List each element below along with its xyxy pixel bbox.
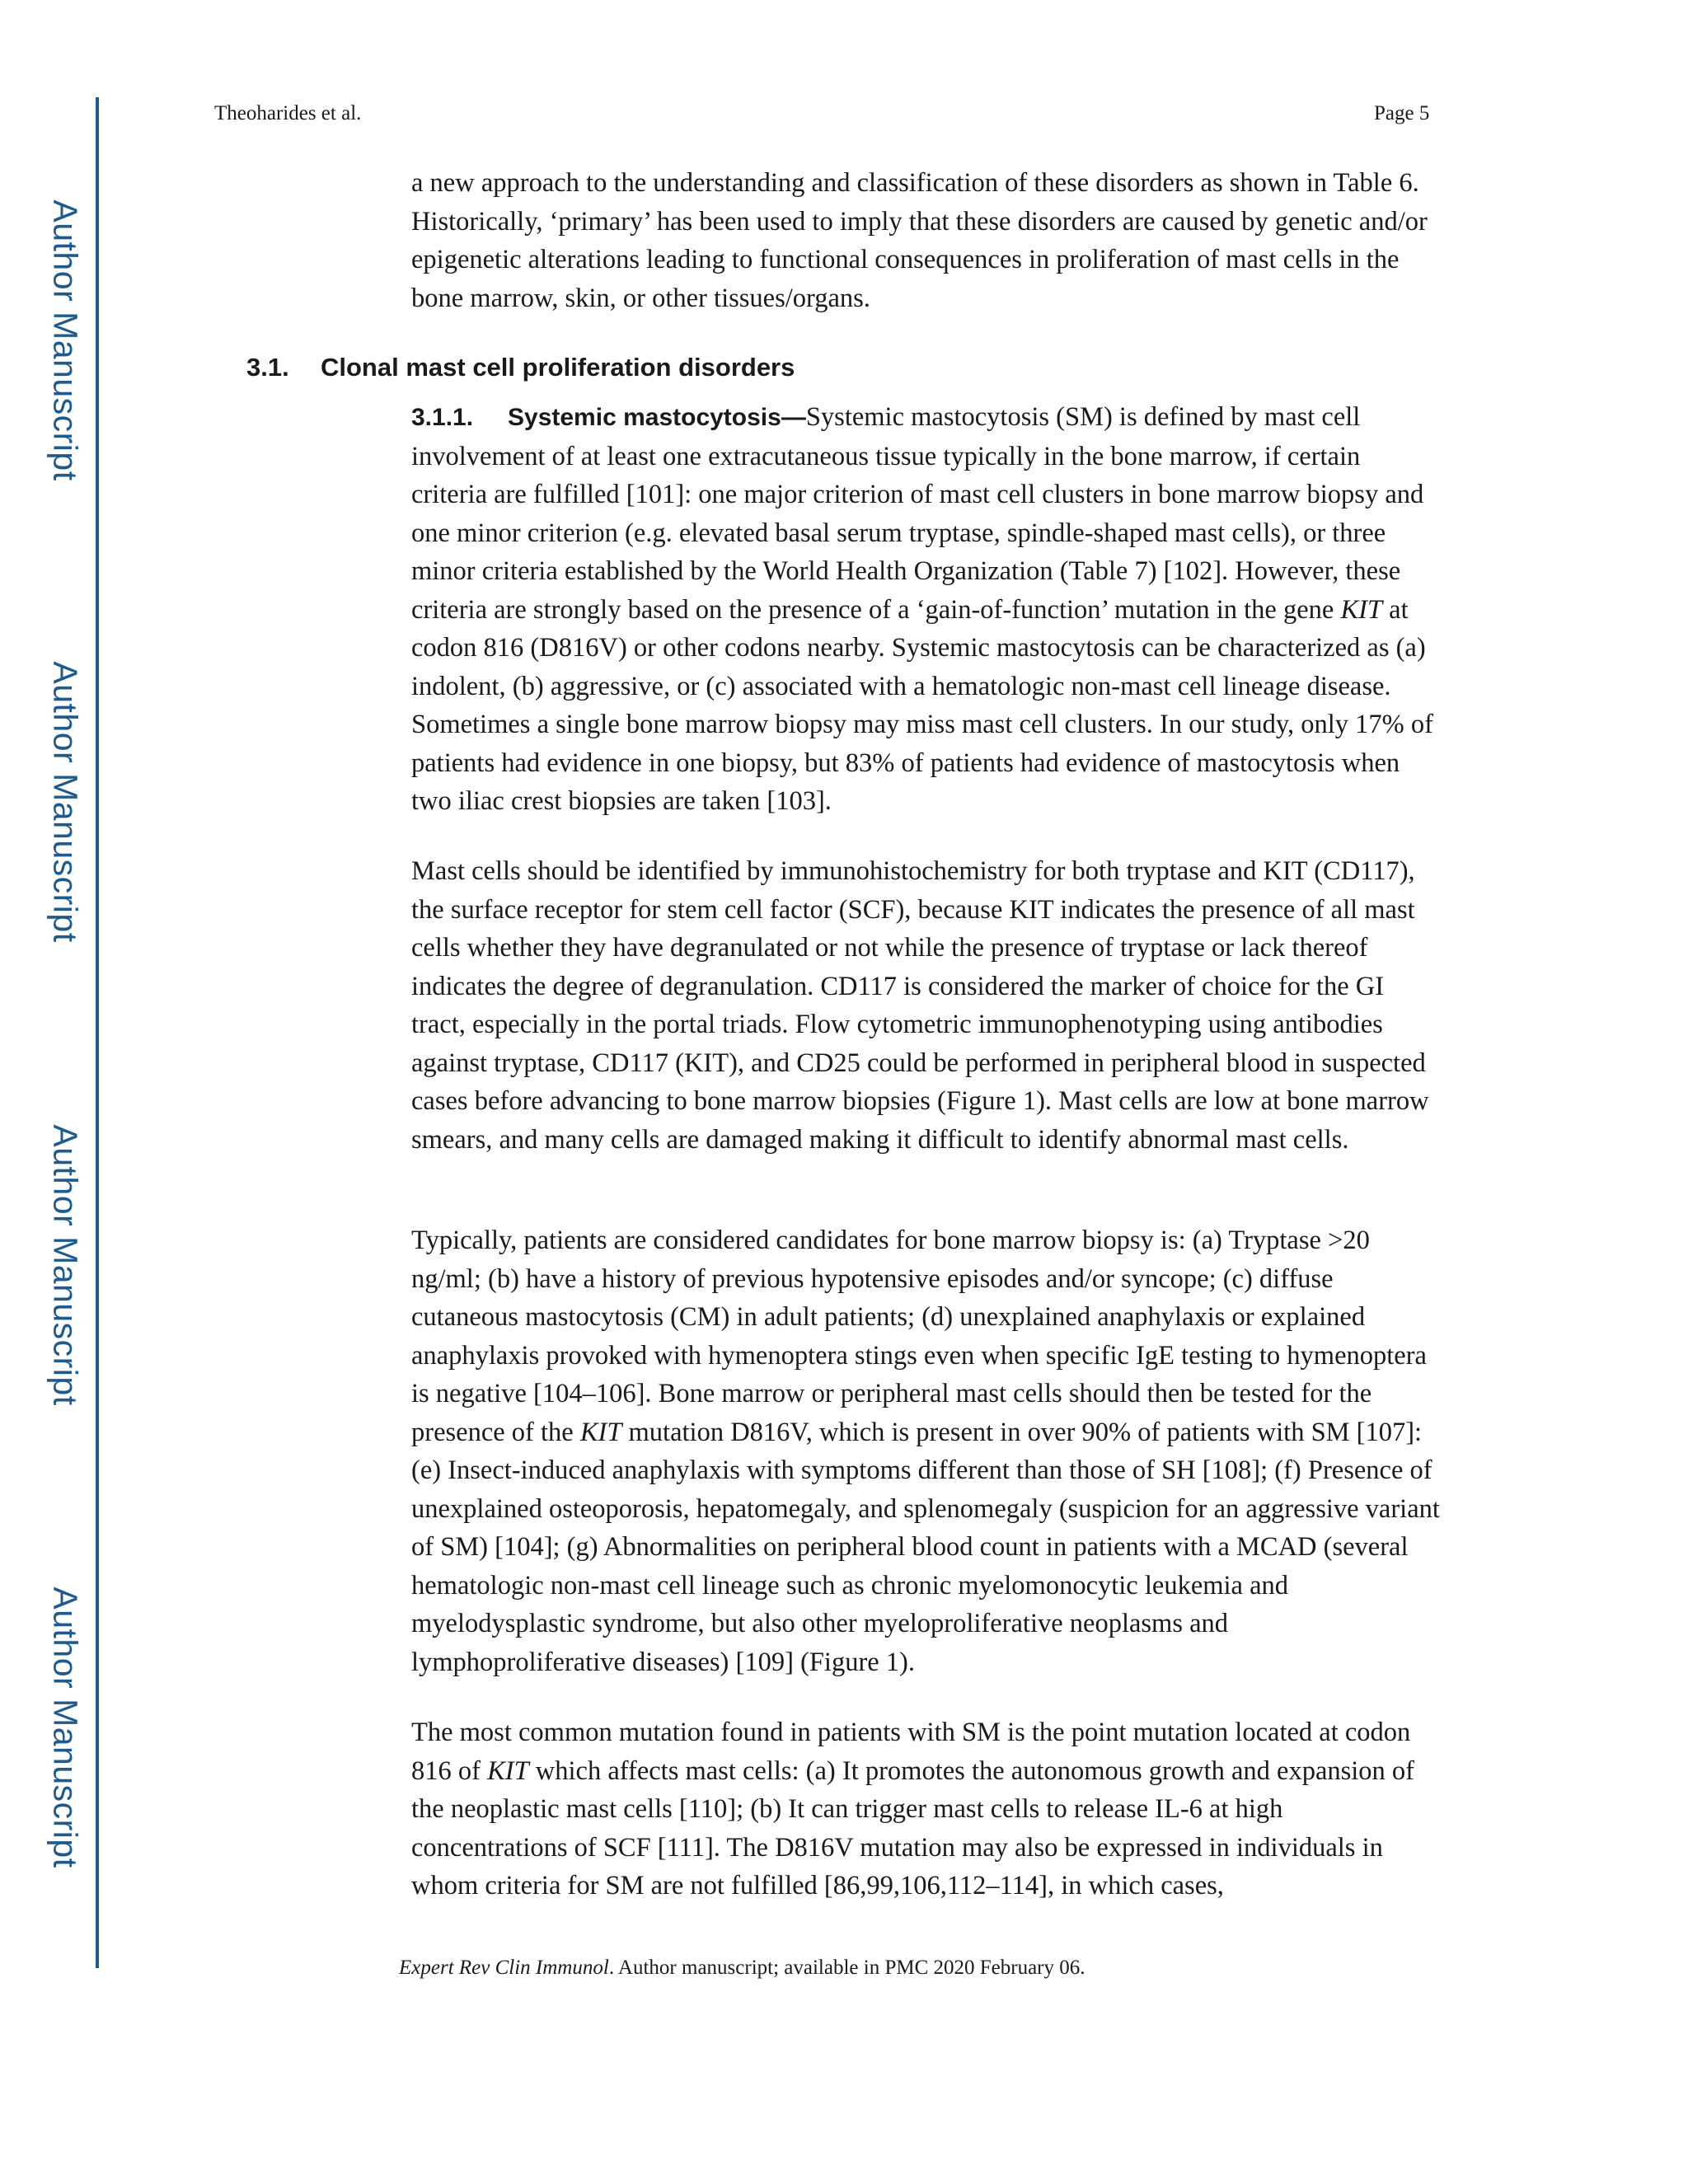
paragraph-identification: Mast cells should be identified by immunohistochemistry for both tryptase and KIT (CD117), the surface receptor for stem cell factor (SCF), because KIT indicates the presence of all mast cells whether they have degranulated or not while the presence of tryptase or lack thereof indicates the degree of degranulation. CD117 is considered the marker of choice for the GI tract, especially in the portal triads. Flow cytometric immunophenotyping using antibodies against tryptase, CD117 (KIT), and CD25 could be performed in peripheral blood in suspected cases before advancing to bone marrow biopsies (Figure 1). Mast cells are low at bone marrow smears, and many cells are damaged making it difficult to identify abnormal mast cells. (411, 856, 1429, 1155)
sidebar-rule (96, 97, 99, 1968)
gene-name: KIT (1340, 594, 1383, 625)
subsection-heading: 3.1.1. Systemic mastocytosis— (411, 404, 806, 431)
gene-name: KIT (487, 1755, 529, 1786)
running-head-authors: Theoharides et al. (214, 102, 362, 124)
section-heading: 3.1. Clonal mast cell proliferation disorders (246, 353, 795, 382)
footer-citation: Expert Rev Clin Immunol. Author manuscript; available in PMC 2020 February 06. (399, 1957, 1085, 1979)
paragraph-biopsy-candidates: Typically, patients are considered candidates for bone marrow biopsy is: (a) Tryptase >20 ng/ml; (b) have a history of previous hypotensive episodes and/or syncope; (c) diffuse cutaneous mastocytosis (CM) in adult patients; (d) unexplained anaphylaxis or explained anaphylaxis provoked with hymenoptera stings even when specific IgE testing to hymenoptera is negative [104–106]. Bone marrow or peripheral mast cells should then be tested for the presence of the KIT mutation D816V, which is present in over 90% of patients with SM [107]: (e) Insect-induced anaphylaxis with symptoms different than those of SH [108]; (f) Presence of unexplained osteoporosis, hepatomegaly, and splenomegaly (suspicion for an aggressive variant of SM) [104]; (g) Abnormalities on peripheral blood count in patients with a MCAD (several hematologic non-mast cell lineage such as chronic myelomonocytic leukemia and myelodysplastic syndrome, but also other myeloproliferative neoplasms and lymphoproliferative diseases) [109] (Figure 1). (411, 1226, 1440, 1677)
paragraph-d816v-mutation: The most common mutation found in patients with SM is the point mutation located at codon 816 of KIT which affects mast cells: (a) It promotes the autonomous growth and expansion of the neoplastic mast cells [110]; (b) It can trigger mast cells to release IL-6 at high concentrations of SCF [111]. The D816V mutation may also be expressed in individuals in whom criteria for SM are not fulfilled [86,99,106,112–114], in which cases, (411, 1718, 1414, 1900)
paragraph-systemic-mastocytosis: 3.1.1. Systemic mastocytosis—Systemic mastocytosis (SM) is defined by mast cell involvement of at least one extracutaneous tissue typically in the bone marrow, if certain criteria are fulfilled [101]: one major criterion of mast cell clusters in bone marrow biopsy and one minor criterion (e.g. elevated basal serum tryptase, spindle-shaped mast cells), or three minor criteria established by the World Health Organization (Table 7) [102]. However, these criteria are strongly based on the presence of a ‘gain-of-function’ mutation in the gene KIT at codon 816 (D816V) or other codons nearby. Systemic mastocytosis can be characterized as (a) indolent, (b) aggressive, or (c) associated with a hematologic non-mast cell lineage disease. Sometimes a single bone marrow biopsy may miss mast cell clusters. In our study, only 17% of patients had evidence in one biopsy, but 83% of patients had evidence of mastocytosis when two iliac crest biopsies are taken [103]. (411, 402, 1433, 816)
page-number: Page 5 (1374, 102, 1430, 124)
intro-paragraph: a new approach to the understanding and classification of these disorders as shown in Table 6. Historically, ‘primary’ has been used to imply that these disorders are caused by genetic and/or epigenetic alterations leading to functional consequences in proliferation of mast cells in the bone marrow, skin, or other tissues/organs. (411, 168, 1428, 313)
gene-name: KIT (579, 1417, 622, 1447)
